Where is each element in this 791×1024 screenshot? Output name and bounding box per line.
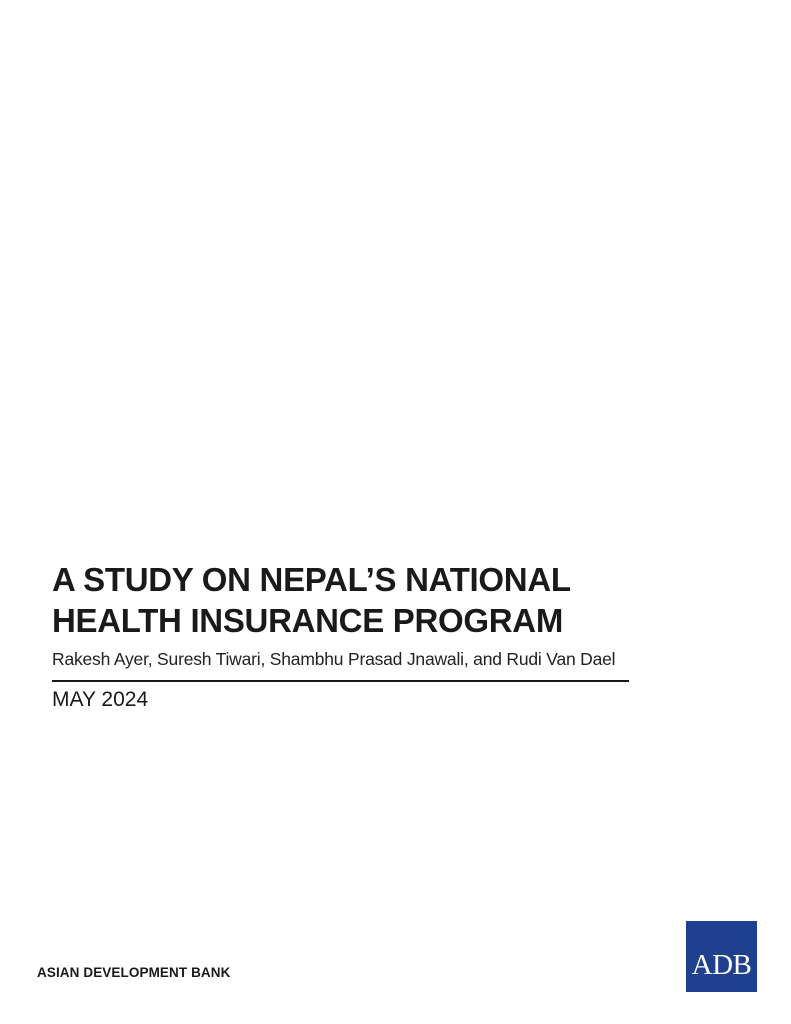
publication-date: MAY 2024 [52, 688, 149, 711]
title-line-2: HEALTH INSURANCE PROGRAM [52, 602, 564, 639]
report-title [52, 559, 652, 641]
logo-text: ADB [691, 949, 752, 981]
title-line-1: A STUDY ON NEPAL’S NATIONAL [52, 561, 571, 598]
publisher-name: ASIAN DEVELOPMENT BANK [37, 965, 231, 980]
authors: Rakesh Ayer, Suresh Tiwari, Shambhu Prasad Jnawali, and Rudi Van Dael [52, 649, 616, 669]
adb-logo [686, 921, 757, 992]
title-divider [52, 680, 629, 682]
